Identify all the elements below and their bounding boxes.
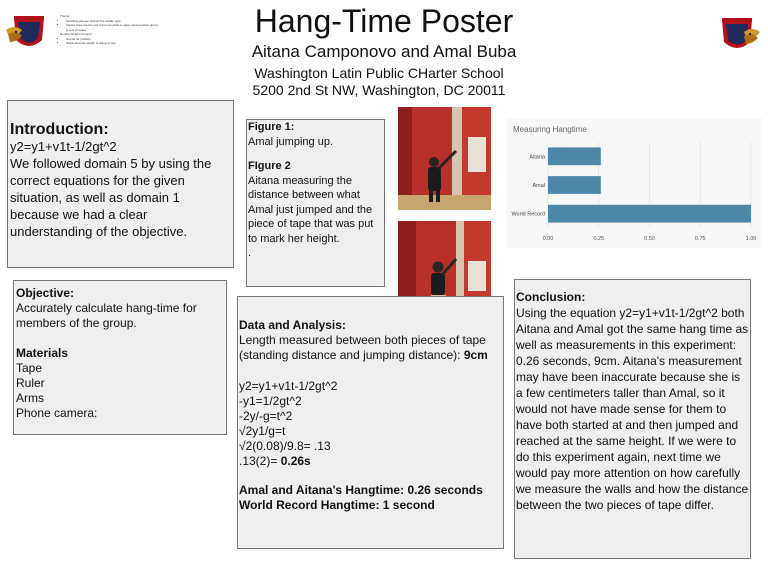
notes-subtitle: Double Weight Conquer: [60, 32, 92, 36]
figure1-title: Figure 1:: [248, 121, 295, 133]
materials-item: Phone camera:: [16, 406, 98, 420]
figure1-caption: Amal jumping up.: [248, 135, 333, 148]
introduction-box: [7, 100, 234, 268]
school-address: 5200 2nd St NW, Washington, DC 20011: [252, 82, 506, 98]
calc-step: √2y1/g=t: [239, 424, 286, 438]
calc-step: y2=y1+v1t-1/2gt^2: [239, 379, 338, 393]
calc-step: -y1=1/2gt^2: [239, 394, 302, 408]
data-analysis-intro: Length measured between both pieces of tape (standing distance and jumping distance): 9cm: [239, 333, 488, 362]
result-group-hangtime: Amal and Aitana's Hangtime: 0.26 seconds: [239, 483, 483, 497]
hangtime-chart-svg: [506, 118, 762, 248]
chart-x-tick-label: 0.25: [593, 236, 605, 242]
hangtime-value: 0.26s: [280, 454, 311, 468]
figure-trailing: .: [248, 247, 252, 259]
poster-authors: Aitana Camponovo and Amal Buba: [251, 42, 517, 61]
materials-item: Arms: [16, 391, 44, 405]
school-name: Washington Latin Public CHarter School: [254, 65, 504, 81]
notes-title: Theme:: [60, 14, 71, 18]
measured-length: 9cm: [463, 348, 488, 362]
materials-heading: Materials: [16, 346, 69, 360]
conclusion-box: [514, 279, 751, 559]
notes-item: • Scrolling sheeper around the scatter type: [66, 19, 160, 24]
objective-body: Accurately calculate hang-time for members of the group.: [16, 301, 197, 330]
conclusion-body: Using the equation y2=y1+v1t-1/2gt^2 both Aitana and Amal got the same hang time as well as measurements in this experiment: 0.26 seconds, 9cm. Aitana's measurement may have been inaccurate because she is a few centimeters taller than Amal, so it would not have made sense for them to have both started at and then jumped and reached at the same height. If we were to do this experiment again, next time we would pay more attention on how carefully we measure the walls and how the distance between the two pieces of tape differ.: [516, 306, 749, 512]
chart-category-label: Aitana: [529, 154, 545, 161]
chart-category-label: World Record: [511, 211, 545, 218]
chart-x-tick-label: 1.00: [745, 236, 757, 242]
notes-item: • Stack ascends weight is swing of one: [66, 41, 160, 46]
data-analysis-heading: Data and Analysis:: [239, 318, 346, 332]
figure2-caption: Aitana measuring the distance between what Amal just jumped and the piece of tape that was put to mark her height.: [248, 174, 374, 245]
notes-item: • Nozzle for position: [66, 37, 160, 42]
materials-item: Tape: [16, 361, 43, 375]
materials-item: Ruler: [16, 376, 45, 390]
chart-x-tick-label: 0.50: [644, 236, 655, 242]
hangtime-chart: [506, 118, 762, 248]
chart-bar-aitana: [548, 147, 601, 165]
introduction-body: We followed domain 5 by using the correct equations for the given situation, as well as domain 1 because we had a clear understanding of the objective.: [10, 156, 212, 239]
calc-step: √2(0.08)/9.8= .13: [239, 439, 331, 453]
poster-title: Hang-Time Poster: [254, 3, 514, 39]
chart-x-tick-label: 0.00: [542, 236, 554, 242]
chart-bar-world-record: [548, 205, 751, 223]
data-analysis-box: [237, 296, 504, 549]
figures-caption-box: [246, 119, 385, 287]
notes-item: • Interior area used to pull it from an artist to apply acute tension group in rest of space: [66, 23, 160, 32]
chart-title: Measuring Hangtime: [513, 125, 587, 134]
objective-heading: Objective:: [16, 286, 75, 300]
objective-box: [13, 280, 227, 435]
introduction-heading: Introduction:: [10, 121, 109, 138]
chart-bar-amal: [548, 176, 601, 194]
conclusion-heading: Conclusion:: [516, 290, 586, 304]
calc-step-final: .13(2)= 0.26s: [239, 454, 311, 468]
introduction-equation: y2=y1+v1t-1/2gt^2: [10, 139, 117, 154]
calc-step: -2y/-g=t^2: [239, 409, 293, 423]
figure2-title: FIgure 2: [248, 160, 291, 172]
chart-x-tick-label: 0.75: [694, 236, 706, 242]
result-world-record: World Record Hangtime: 1 second: [239, 498, 435, 512]
figure1-photo: [398, 107, 491, 210]
chart-category-label: Amal: [532, 183, 545, 189]
